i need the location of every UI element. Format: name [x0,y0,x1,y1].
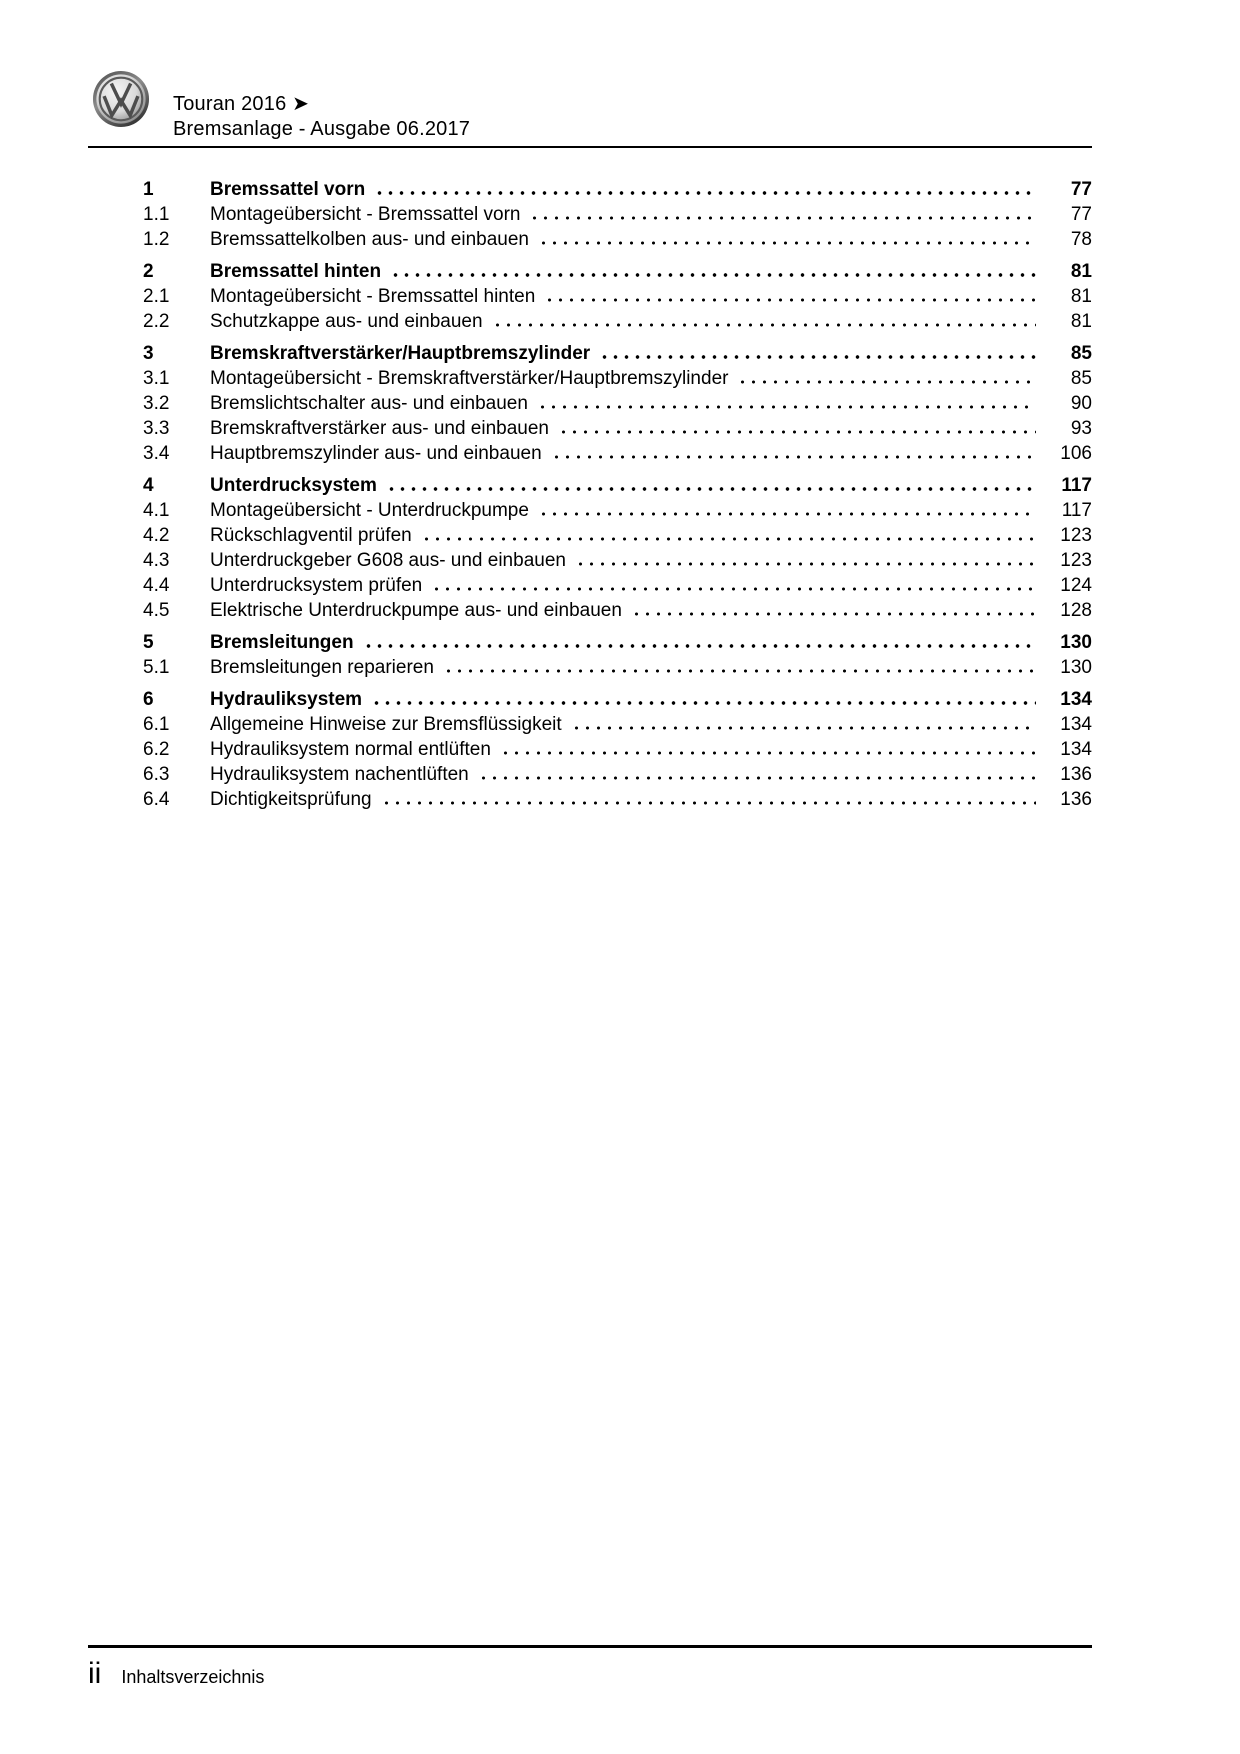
toc-entry-number: 6.2 [143,739,170,760]
toc-entry-number: 5.1 [143,657,170,678]
toc-row [88,259,1092,284]
toc-entry-number: 6 [143,689,154,710]
toc-entry-number: 4 [143,475,154,496]
toc-entry-number: 5 [143,632,154,653]
toc-row [88,655,1092,680]
toc-entry-page: 85 [1070,368,1092,389]
toc-entry-page: 123 [1060,525,1092,546]
toc-row [88,284,1092,309]
toc-entry-number: 6.1 [143,714,170,735]
toc-dot-leader [431,587,1036,591]
toc-dot-leader [575,562,1036,566]
toc-dot-leader [558,430,1036,434]
toc-entry-page: 136 [1060,789,1092,810]
toc-dot-leader [737,380,1036,384]
toc-entry-number: 2.1 [143,286,170,307]
toc-entry-page: 124 [1060,575,1092,596]
toc-row [88,341,1092,366]
toc-entry-title: Allgemeine Hinweise zur Bremsflüssigkeit [210,714,562,735]
toc-entry-title: Montageübersicht - Bremssattel vorn [210,204,521,225]
toc-entry-number: 3.2 [143,393,170,414]
toc-entry-page: 130 [1060,632,1092,653]
toc-row [88,598,1092,623]
toc-entry-title: Unterdruckgeber G608 aus- und einbauen [210,550,566,571]
toc-entry-page: 81 [1070,286,1092,307]
toc-dot-leader [374,191,1036,195]
toc-dot-leader [390,273,1036,277]
toc-entry-title: Rückschlagventil prüfen [210,525,412,546]
toc-dot-leader [363,644,1036,648]
footer-section-label: Inhaltsverzeichnis [121,1667,265,1687]
toc-dot-leader [500,751,1036,755]
toc-entry-page: 77 [1070,179,1092,200]
toc-entry-number: 4.5 [143,600,170,621]
toc-entry-title: Hydrauliksystem nachentlüften [210,764,469,785]
toc-row [88,391,1092,416]
toc-entry-number: 3.3 [143,418,170,439]
toc-row [88,416,1092,441]
toc-entry-page: 117 [1061,475,1092,496]
toc-dot-leader [381,801,1036,805]
toc-entry-title: Bremsleitungen reparieren [210,657,434,678]
toc-entry-page: 136 [1060,764,1092,785]
toc-entry-number: 2.2 [143,311,170,332]
toc-dot-leader [599,355,1036,359]
toc-row [88,762,1092,787]
toc-entry-title: Elektrische Unterdruckpumpe aus- und einbauen [210,600,622,621]
toc-dot-leader [538,241,1036,245]
toc-dot-leader [571,726,1036,730]
toc-entry-number: 2 [143,261,154,282]
vw-logo-icon [92,70,150,128]
header-subtitle-line: Bremsanlage - Ausgabe 06.2017 [173,118,471,140]
toc-row [88,227,1092,252]
toc-entry-title: Schutzkappe aus- und einbauen [210,311,483,332]
toc-entry-number: 6.4 [143,789,170,810]
toc-entry-number: 3.1 [143,368,170,389]
toc-row [88,630,1092,655]
toc-entry-number: 4.1 [143,500,170,521]
toc-entry-page: 123 [1060,550,1092,571]
toc-entry-number: 4.3 [143,550,170,571]
toc-entry-title: Montageübersicht - Bremskraftverstärker/Hauptbremszylinder [210,368,729,389]
toc-entry-title: Hydrauliksystem [210,689,363,710]
toc-dot-leader [538,512,1036,516]
toc-entry-title: Bremsleitungen [210,632,354,653]
toc-dot-leader [529,216,1036,220]
toc-entry-title: Bremssattel hinten [210,261,382,282]
toc-dot-leader [544,298,1036,302]
toc-entry-number: 3 [143,343,154,364]
toc-row [88,787,1092,812]
toc-row [88,202,1092,227]
toc-row [88,366,1092,391]
toc-entry-title: Bremskraftverstärker/Hauptbremszylinder [210,343,591,364]
toc-row [88,309,1092,334]
toc-row [88,441,1092,466]
toc-entry-page: 93 [1070,418,1092,439]
toc-dot-leader [421,537,1036,541]
toc-row [88,523,1092,548]
toc-entry-page: 130 [1060,657,1092,678]
toc-entry-page: 77 [1070,204,1092,225]
toc-entry-page: 78 [1070,229,1092,250]
toc-entry-title: Hydrauliksystem normal entlüften [210,739,491,760]
toc-row [88,573,1092,598]
toc-entry-number: 1.1 [143,204,170,225]
toc-dot-leader [537,405,1036,409]
toc-dot-leader [492,323,1036,327]
toc-entry-title: Unterdrucksystem prüfen [210,575,423,596]
toc-entry-title: Hauptbremszylinder aus- und einbauen [210,443,542,464]
toc-dot-leader [631,612,1036,616]
toc-row [88,498,1092,523]
toc-row [88,687,1092,712]
table-of-contents [88,170,1092,812]
toc-entry-number: 3.4 [143,443,170,464]
toc-row [88,737,1092,762]
toc-entry-title: Unterdrucksystem [210,475,377,496]
toc-entry-number: 4.2 [143,525,170,546]
toc-entry-title: Bremssattel vorn [210,179,366,200]
toc-entry-page: 106 [1060,443,1092,464]
toc-entry-page: 117 [1061,500,1092,521]
toc-entry-number: 4.4 [143,575,170,596]
toc-entry-title: Montageübersicht - Unterdruckpumpe [210,500,529,521]
header-titles [173,92,470,142]
toc-dot-leader [386,487,1036,491]
toc-entry-page: 128 [1060,600,1092,621]
toc-entry-title: Bremslichtschalter aus- und einbauen [210,393,528,414]
toc-row [88,712,1092,737]
toc-entry-page: 81 [1070,261,1092,282]
toc-row [88,177,1092,202]
footer-page-number: ii [88,1657,102,1690]
toc-entry-number: 1.2 [143,229,170,250]
toc-entry-page: 134 [1060,739,1092,760]
toc-entry-title: Bremskraftverstärker aus- und einbauen [210,418,549,439]
toc-entry-title: Dichtigkeitsprüfung [210,789,372,810]
toc-entry-page: 90 [1070,393,1092,414]
page-footer [88,1645,1092,1691]
toc-dot-leader [478,776,1036,780]
toc-row [88,473,1092,498]
toc-entry-page: 134 [1060,689,1092,710]
toc-entry-number: 6.3 [143,764,170,785]
toc-entry-title: Montageübersicht - Bremssattel hinten [210,286,536,307]
toc-entry-number: 1 [143,179,154,200]
toc-entry-page: 81 [1070,311,1092,332]
header-model-line: Touran 2016 ➤ [173,93,310,115]
toc-entry-title: Bremssattelkolben aus- und einbauen [210,229,529,250]
toc-entry-page: 85 [1070,343,1092,364]
toc-row [88,548,1092,573]
toc-dot-leader [443,669,1036,673]
toc-entry-page: 134 [1060,714,1092,735]
toc-dot-leader [371,701,1036,705]
toc-dot-leader [551,455,1036,459]
header-divider [88,146,1092,148]
